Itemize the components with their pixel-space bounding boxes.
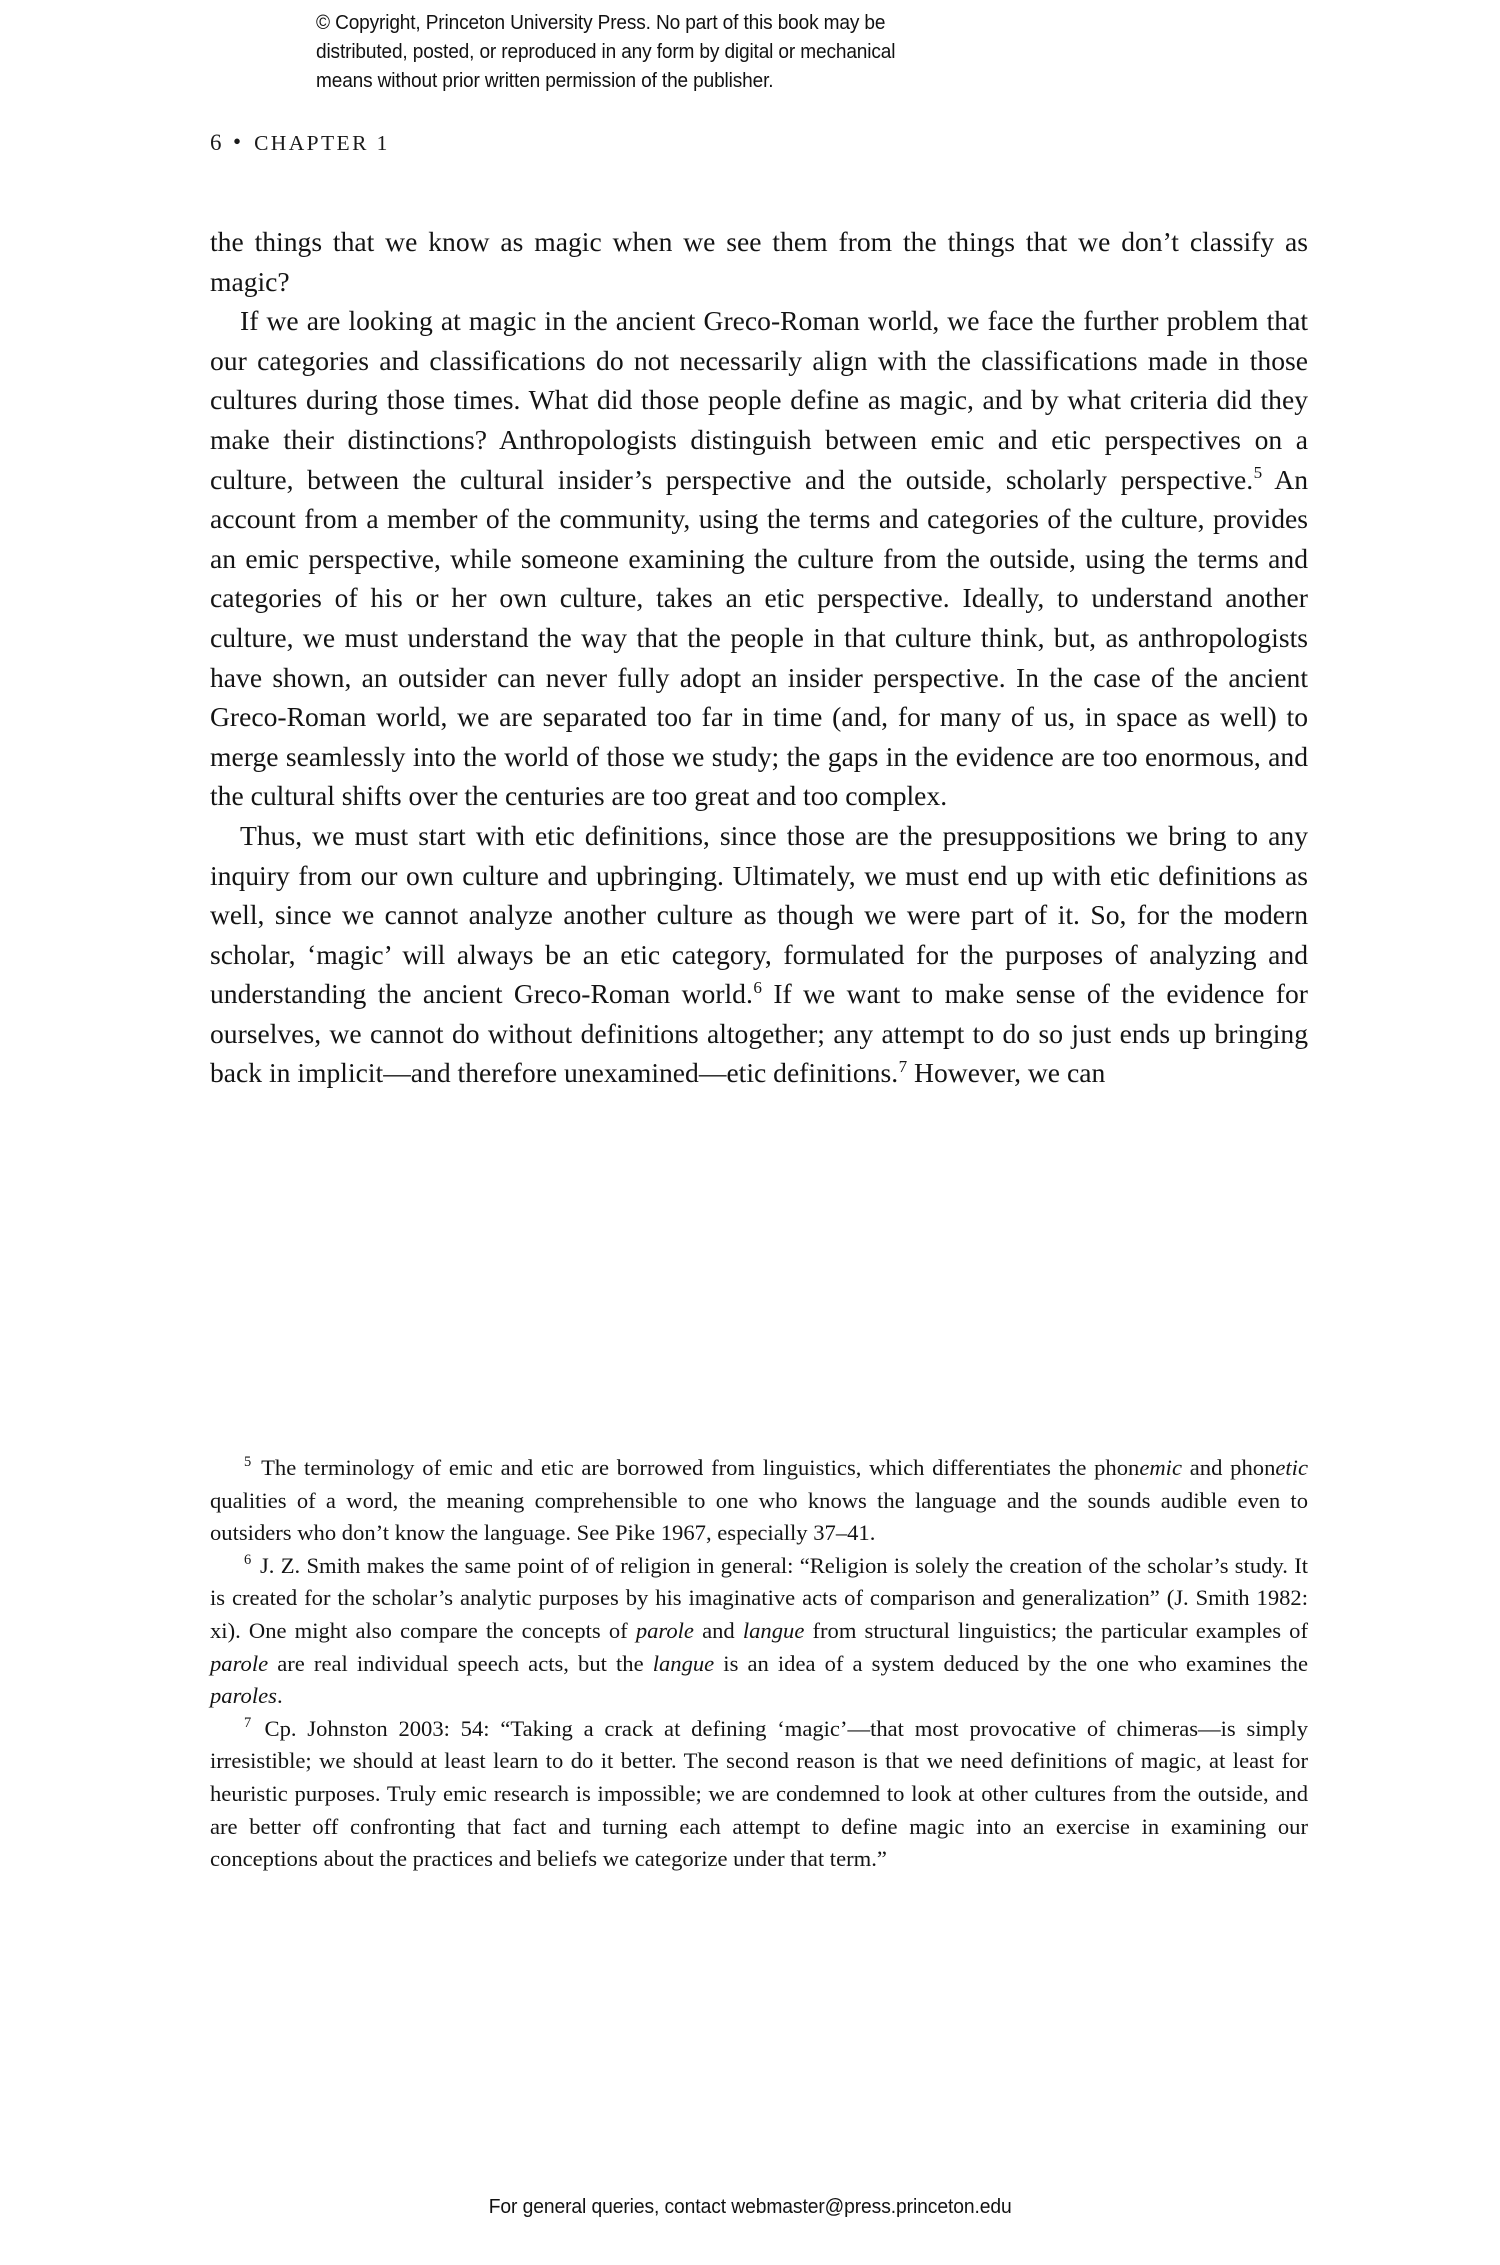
copyright-notice-line-1: © Copyright, Princeton University Press. No part of this book may be [316,11,886,34]
para-continued: the things that we know as magic when we see them from the things that we don’t classify as magic? [210,226,1308,297]
running-head-separator: • [233,129,242,154]
page-footer-text: For general queries, contact webmaster@press.princeton.edu [488,2195,1012,2218]
footnote-6: $^6$ J. Z. Smith makes the same point of of religion in general: “Religion is solely the creation of the scholar’s study. It is created for the scholar’s analytic purposes by his imaginative acts of comparison and generalization” (J. Smith 1982: xi). One might also compare the concepts of parole and langue from structural linguistics; the particular examples of parole are real individual speech acts, but the langue is an idea of a system deduced by the one who examines the paroles. [210,1552,1308,1709]
copyright-notice-line-3: means without prior written permission of the publisher. [316,69,774,92]
footnote-number-6: 6 [244,1552,252,1569]
emphasized-term: langue [652,1650,715,1676]
footnote-reference-5[interactable]: 5 [1253,463,1263,483]
footnote-number-5: 5 [244,1454,252,1471]
page-folio-number: 6 [210,130,222,155]
footnote-number-7: 7 [244,1715,252,1732]
running-head [210,130,390,156]
page-footer [0,2195,1500,2219]
footnote-5: $^5$ The terminology of emic and etic are borrowed from linguistics, which differentiates the phonemic and phonetic qualities of a word, the meaning comprehensible to one who knows the language and the sounds audible even to outsiders who don’t know the language. See Pike 1967, especially 37–41. [210,1454,1308,1546]
running-head-chapter-label: CHAPTER 1 [254,131,390,155]
emphasized-term: emic [1139,1455,1182,1480]
body-text-block [210,222,1308,1093]
footnote-7: $^7$ Cp. Johnston 2003: 54: “Taking a crack at defining ‘magic’—that most provocative of chimeras—is simply irresistible; we should at least learn to do it better. The second reason is that we need definitions of magic, at least for heuristic purposes. Truly emic research is impossible; we are condemned to look at other cultures from the outside, and are better off confronting that fact and turning each attempt to define magic into an exercise in examining our conceptions about the practices and beliefs we categorize under that term.” [210,1715,1308,1872]
emphasized-term: paroles [210,1683,277,1709]
emphasized-term: langue [742,1617,805,1643]
copyright-notice [316,8,1088,95]
para-emic-etic: If we are looking at magic in the ancient Greco-Roman world, we face the further problem that our categories and classifications do not necessarily align with the classifications made in those cultures during those times. What did those people define as magic, and by what criteria did they make their distinctions? Anthropologists distinguish between emic and etic perspectives on a culture, between the cultural insider’s perspective and the outside, scholarly perspective.$^5$ An account from a member of the community, using the terms and categories of the culture, provides an emic perspective, while someone examining the culture from the outside, using the terms and categories of his or her own culture, takes an etic perspective. Ideally, to understand another culture, we must understand the way that the people in that culture think, but, as anthropologists have shown, an outsider can never fully adopt an insider perspective. In the case of the ancient Greco-Roman world, we are separated too far in time (and, for many of us, in space as well) to merge seamlessly into the world of those we study; the gaps in the evidence are too enormous, and the cultural shifts over the centuries are too great and too complex. [210,305,1308,812]
footnote-reference-7[interactable]: 7 [898,1057,908,1077]
emphasized-term: parole [210,1650,269,1676]
copyright-notice-line-2: distributed, posted, or reproduced in any form by digital or mechanical [316,40,896,63]
emphasized-term: parole [635,1617,694,1643]
para-etic-definitions: Thus, we must start with etic definitions, since those are the presuppositions we bring to any inquiry from our own culture and upbringing. Ultimately, we must end up with etic definitions as well, since we cannot analyze another culture as though we were part of it. So, for the modern scholar, ‘magic’ will always be an etic category, formulated for the purposes of analyzing and understanding the ancient Greco-Roman world.$^6$ If we want to make sense of the evidence for ourselves, we cannot do without definitions altogether; any attempt to do so just ends up bringing back in implicit—and therefore unexamined—etic definitions.$^7$ However, we can [210,819,1308,1089]
footnotes-block [210,1452,1308,1876]
footnote-reference-6[interactable]: 6 [753,978,762,998]
emphasized-term: etic [1275,1455,1308,1480]
